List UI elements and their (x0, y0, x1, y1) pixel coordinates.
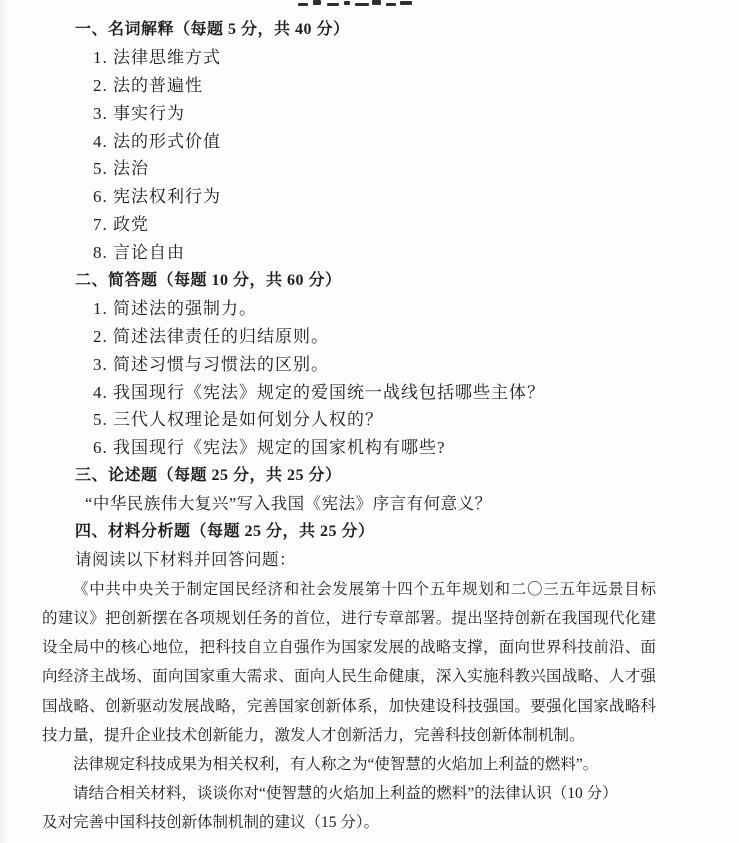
material-line: 向经济主战场、面向国家重大需求、面向人民生命健康，深入实施科教兴国战略、人才强 (42, 668, 656, 686)
definition-item-3: 3. 事实行为 (93, 103, 185, 123)
definition-item-5: 5. 法治 (93, 159, 149, 179)
definition-item-7: 7. 政党 (93, 215, 149, 235)
section-1-heading: 一、名词解释（每题 5 分，共 40 分） (75, 21, 350, 38)
scan-edge-artifact (0, 0, 8, 843)
definition-item-8: 8. 言论自由 (93, 243, 185, 263)
exam-body-upper (42, 16, 658, 574)
material-note-line: 法律规定科技成果为相关权利，有人称之为“使智慧的火焰加上利益的燃料”。 (73, 755, 599, 773)
material-question-line: 请结合相关材料，谈谈你对“使智慧的火焰加上利益的燃料”的法律认识（10 分） (73, 784, 618, 802)
short-answer-item-2: 2. 简述法律责任的归结原则。 (93, 326, 329, 346)
definition-item-2: 2. 法的普遍性 (93, 75, 203, 95)
material-intro: 请阅读以下材料并回答问题： (75, 549, 296, 569)
section-4-heading: 四、材料分析题（每题 25 分，共 25 分） (75, 523, 375, 541)
material-line: 设全局中的核心地位，把科技自立自强作为国家发展的战略支撑，面向世界科技前沿、面 (42, 639, 656, 657)
section-2-heading: 二、简答题（每题 10 分，共 60 分） (75, 272, 342, 290)
short-answer-item-4: 4. 我国现行《宪法》规定的爱国统一战线包括哪些主体？ (93, 382, 545, 402)
section-3-heading: 三、论述题（每题 25 分，共 25 分） (75, 467, 342, 485)
short-answer-item-5: 5. 三代人权理论是如何划分人权的？ (93, 410, 383, 430)
material-paragraph (42, 575, 656, 837)
essay-question: “中华民族伟大复兴”写入我国《宪法》序言有何意义？ (85, 494, 492, 514)
material-line: 国战略、创新驱动发展战略，完善国家创新体系，加快建设科技强国。要强化国家战略科 (42, 697, 656, 715)
definition-item-6: 6. 宪法权利行为 (93, 187, 221, 207)
short-answer-item-1: 1. 简述法的强制力。 (93, 298, 257, 318)
definition-item-1: 1. 法律思维方式 (93, 47, 221, 67)
material-line: 《中共中央关于制定国民经济和社会发展第十四个五年规划和二〇三五年远景目标 (73, 581, 656, 598)
material-question-line: 及对完善中国科技创新体制机制的建议（15 分）。 (42, 814, 380, 832)
short-answer-item-6: 6. 我国现行《宪法》规定的国家机构有哪些? (93, 438, 446, 458)
material-line: 的建议》把创新摆在各项规划任务的首位，进行专章部署。提出坚持创新在我国现代化建 (42, 610, 656, 628)
short-answer-item-3: 3. 简述习惯与习惯法的区别。 (93, 354, 329, 374)
definition-item-4: 4. 法的形式价值 (93, 131, 221, 151)
material-line: 技力量，提升企业技术创新能力，激发人才创新活力，完善科技创新体制机制。 (42, 726, 585, 744)
